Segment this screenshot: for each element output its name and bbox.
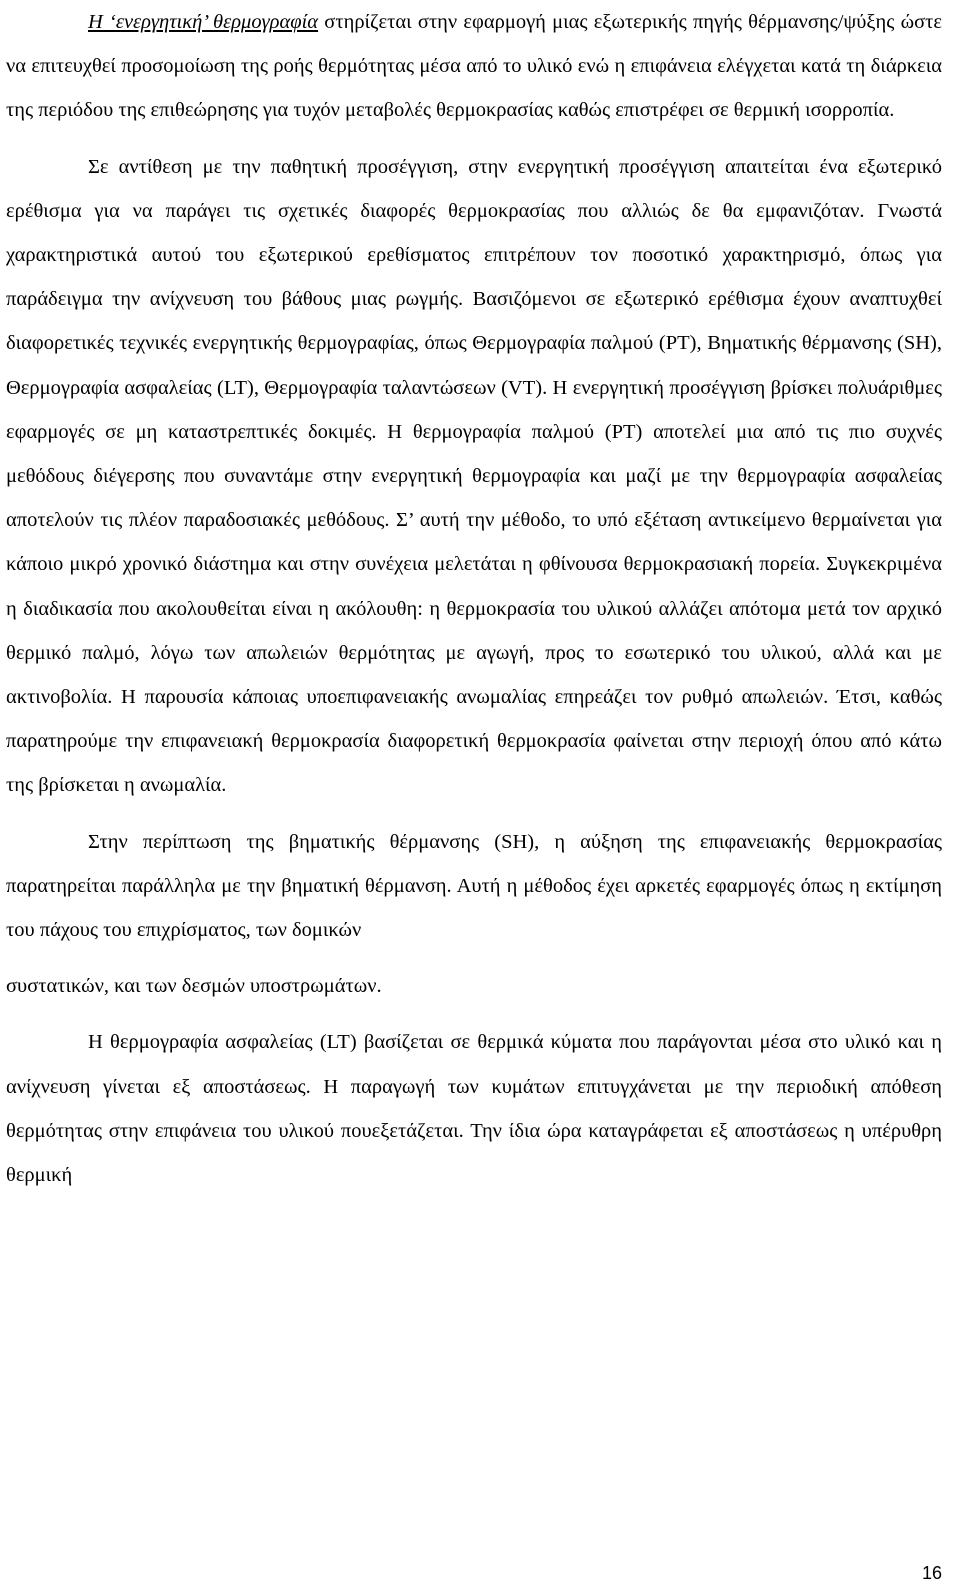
page-number: 16 xyxy=(921,1563,942,1583)
paragraph-text: Στην περίπτωση της βηματικής θέρμανσης (SH), η αύξηση της επιφανειακής θερμοκρασίας παρατηρείται παράλληλα με την βηματική θέρμανση. Αυτή η μέθοδος έχει αρκετές εφαρμογές όπως η εκτίμηση του πάχους του επιχρίσματος, των δομικών xyxy=(6,830,942,942)
paragraph-step-heating xyxy=(6,820,942,953)
paragraph-step-heating-continued xyxy=(6,964,942,1008)
term-active-thermography: Η ‘ενεργητική’ θερμογραφία xyxy=(88,11,319,33)
paragraph-active-thermography xyxy=(6,0,942,133)
paragraph-text: συστατικών, και των δεσμών υποστρωμάτων. xyxy=(6,975,382,998)
paragraph-lock-in: Η θερμογραφία ασφαλείας (LT) βασίζεται σε θερμικά κύματα που παράγονται μέσα στο υλικό και η ανίχνευση γίνεται εξ αποστάσεως. Η παραγωγή των κυμάτων επιτυγχάνεται με την περιοδική απόθεση θερμότητας στην επιφάνεια του υλικού πουεξετάζεται. Την ίδια ώρα καταγράφεται εξ αποστάσεως η υπέρυθρη θερμική xyxy=(6,1031,942,1187)
document-page xyxy=(6,0,942,1197)
paragraph-active-vs-passive: Σε αντίθεση με την παθητική προσέγγιση, στην ενεργητική προσέγγιση απαιτείται ένα εξωτερικό ερέθισμα για να παράγει τις σχετικές διαφορές θερμοκρασίας που αλλιώς δε θα εμφανιζόταν. Γνωστά χαρακτηριστικά αυτού του εξωτερικού ερεθίσματος επιτρέπουν τον ποσοτικό χαρακτηρισμό, όπως για παράδειγμα την ανίχνευση του βάθους μιας ρωγμής. Βασιζόμενοι σε εξωτερικό ερέθισμα έχουν αναπτυχθεί διαφορετικές τεχνικές ενεργητικής θερμογραφίας, όπως Θερμογραφία παλμού (PT), Βηματικής θέρμανσης (SH), Θερμογραφία ασφαλείας (LT), Θερμογραφία ταλαντώσεων (VT). Η ενεργητική προσέγγιση βρίσκει πολυάριθμες εφαρμογές σε μη καταστρεπτικές δοκιμές. Η θερμογραφία παλμού (PT) αποτελεί μια από τις πιο συχνές μεθόδους διέγερσης που συναντάμε στην ενεργητική θερμογραφία και μαζί με την θερμογραφία ασφαλείας αποτελούν τις πλέον παραδοσιακές μεθόδους. Σ’ αυτή την μέθοδο, το υπό εξέταση αντικείμενο θερμαίνεται για κάποιο μικρό χρονικό διάστημα και στην συνέχεια μελετάται η φθίνουσα θερμοκρασιακή πορεία. Συγκεκριμένα η διαδικασία που ακολουθείται είναι η ακόλουθη: η θερμοκρασία του υλικού αλλάζει απότομα μετά τον αρχικό θερμικό παλμό, λόγω των απωλειών θερμότητας με αγωγή, προς το εσωτερικό του υλικού, αλλά και με ακτινοβολία. Η παρουσία κάποιας υποεπιφανειακής ανωμαλίας επηρεάζει τον ρυθμό απωλειών. Έτσι, καθώς παρατηρούμε την επιφανειακή θερμοκρασία διαφορετική θερμοκρασία φαίνεται στην περιοχή όπου από κάτω της βρίσκεται η ανωμαλία. xyxy=(6,155,942,797)
paragraph-text: στηρίζεται στην εφαρμογή μιας εξωτερικής πηγής θέρμανσης/ψύξης ώστε να επιτευχθεί προσομοίωση της ροής θερμότητας μέσα από το υλικό ενώ η επιφάνεια ελέγχεται κατά τη διάρκεια της περιόδου της επιθεώρησης για τυχόν μεταβολές θερμοκρασίας καθώς επιστρέφει σε θερμική ισορροπία. xyxy=(6,11,942,122)
